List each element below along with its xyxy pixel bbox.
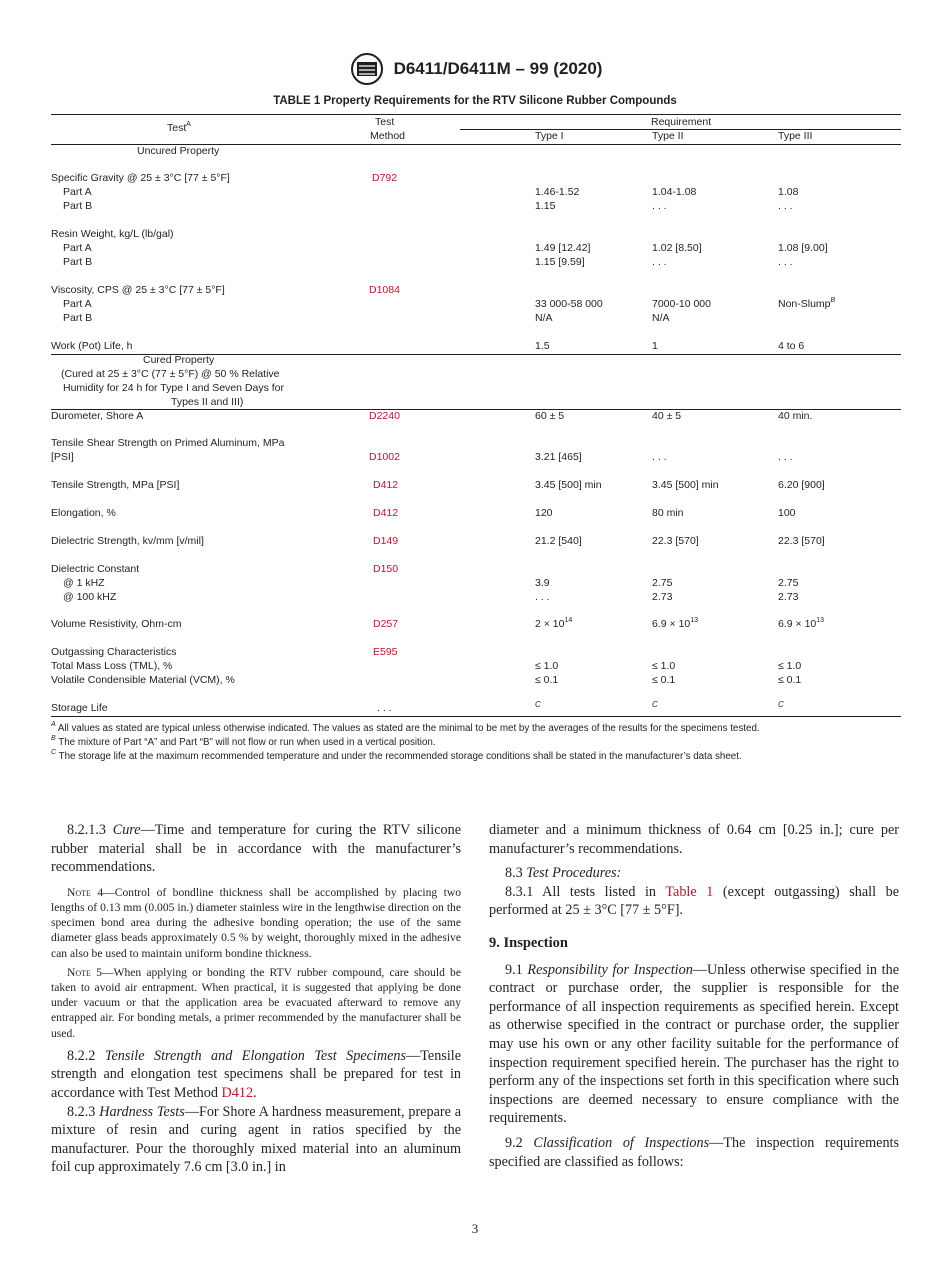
method-link-d412[interactable]: D412 bbox=[373, 479, 399, 491]
cell: ≤ 0.1 bbox=[652, 674, 676, 686]
footnote-a: $^A$ All values as stated are typical unless otherwise indicated. The values as stated are the minimal to be met by the averages of the results for the specimens tested. bbox=[51, 721, 760, 734]
left-column bbox=[51, 821, 461, 1177]
cell: 6.20 [900] bbox=[778, 479, 825, 491]
cell: 1.15 [9.59] bbox=[535, 256, 585, 268]
row-label-elongation: Elongation, % bbox=[51, 507, 116, 519]
cell: 3.45 [500] min bbox=[652, 479, 719, 491]
row-label-specific-gravity: Specific Gravity @ 25 ± 3°C [77 ± 5°F] bbox=[51, 172, 230, 184]
cell: 60 ± 5 bbox=[535, 410, 565, 422]
method-link-d257[interactable]: D257 bbox=[373, 618, 399, 630]
row-label-dielectric-strength: Dielectric Strength, kv/mm [v/mil] bbox=[51, 535, 204, 547]
section-cured-3: Humidity for 24 h for Type I and Seven Days for bbox=[63, 382, 284, 394]
cell: 33 000-58 000 bbox=[535, 298, 603, 310]
cell: 1.04-1.08 bbox=[652, 186, 697, 198]
row-sub-label: Part A bbox=[63, 298, 92, 310]
row-sub-label: @ 100 kHZ bbox=[63, 591, 117, 603]
para-8-2-1-3: 8.2.1.3 Cure—Time and temperature for curing the RTV silicone rubber material shall be in accordance with the manufacturer’s recommendations. bbox=[51, 822, 461, 876]
row-label-pot-life: Work (Pot) Life, h bbox=[51, 340, 133, 352]
cell: 1 bbox=[652, 340, 658, 352]
note-5: Note 5—When applying or bonding the RTV rubber compound, care should be taken to avoid air entrapment. When practical, it is suggested that applying be done under vacuum or that the application area be evacuated afterward to remove any entrapped air. For bonding metals, a primer recommended by the manufacturer shall be used. bbox=[51, 965, 461, 1040]
cell: 1.5 bbox=[535, 340, 550, 352]
col-head-method-1: Test bbox=[375, 116, 395, 128]
cell: 40 min. bbox=[778, 410, 813, 422]
cell: . . . bbox=[778, 256, 793, 268]
row-sub-label: Part A bbox=[63, 186, 92, 198]
cell: N/A bbox=[652, 312, 670, 324]
cell: $6.9 \times 10^{13}$ bbox=[652, 617, 699, 630]
col-head-type2: Type II bbox=[652, 130, 684, 142]
cell: . . . bbox=[535, 591, 550, 603]
footnote-b: $^B$ The mixture of Part “A” and Part “B” will not flow or run when used in a vertical position. bbox=[51, 735, 436, 748]
cell: 21.2 [540] bbox=[535, 535, 582, 547]
row-sub-label: @ 1 kHZ bbox=[63, 577, 105, 589]
row-label-resin-weight: Resin Weight, kg/L (lb/gal) bbox=[51, 228, 174, 240]
row-label-viscosity: Viscosity, CPS @ 25 ± 3°C [77 ± 5°F] bbox=[51, 284, 225, 296]
cell: 3.9 bbox=[535, 577, 550, 589]
row-sub-label: Part B bbox=[63, 256, 93, 268]
col-head-test: Test$^A$ bbox=[167, 121, 191, 134]
cell: 1.08 [9.00] bbox=[778, 242, 828, 254]
footnote-ref: C bbox=[535, 700, 541, 709]
cell: 1.02 [8.50] bbox=[652, 242, 702, 254]
page-header bbox=[0, 52, 950, 86]
cell: 22.3 [570] bbox=[652, 535, 699, 547]
col-head-method-2: Method bbox=[370, 130, 406, 142]
section-heading-inspection: 9. Inspection bbox=[489, 934, 568, 951]
method-link-d149[interactable]: D149 bbox=[373, 535, 399, 547]
cell: 2.75 bbox=[652, 577, 673, 589]
cell: ≤ 1.0 bbox=[778, 660, 802, 672]
cell: 22.3 [570] bbox=[778, 535, 825, 547]
para-8-2-3: 8.2.3 Hardness Tests—For Shore A hardness measurement, prepare a mixture of resin and curing agent in ratios specified by the manufacturer. Pour the thoroughly mixed material into an aluminum foil cup approximately 7.6 cm [3.0 in.] in bbox=[51, 1103, 462, 1176]
cell: ≤ 0.1 bbox=[778, 674, 802, 686]
cell: N/A bbox=[535, 312, 553, 324]
row-label-outgassing: Outgassing Characteristics bbox=[51, 646, 177, 658]
section-cured-2: (Cured at 25 ± 3°C (77 ± 5°F) @ 50 % Relative bbox=[61, 368, 280, 380]
cell: 2.73 bbox=[652, 591, 673, 603]
table-caption: TABLE 1 Property Requirements for the RTV Silicone Rubber Compounds bbox=[273, 95, 677, 107]
row-label-storage-life: Storage Life bbox=[51, 702, 108, 714]
astm-logo-icon bbox=[348, 52, 386, 86]
row-sub-label: Volatile Condensible Material (VCM), % bbox=[51, 674, 235, 686]
para-8-3-1: 8.3.1 All tests listed in Table 1 (except outgassing) shall be performed at 25 ± 3°C [77 ± 5°F]. bbox=[489, 883, 899, 919]
cell: . . . bbox=[778, 451, 793, 463]
row-label-tensile-shear-2: [PSI] bbox=[51, 451, 74, 463]
row-label-volume-resistivity: Volume Resistivity, Ohm-cm bbox=[51, 618, 182, 630]
cell: 3.45 [500] min bbox=[535, 479, 602, 491]
cell: 120 bbox=[535, 507, 553, 519]
row-sub-label: Part A bbox=[63, 242, 92, 254]
cell: 4 to 6 bbox=[778, 340, 805, 352]
cell: . . . bbox=[652, 451, 667, 463]
method-link-d1084[interactable]: D1084 bbox=[369, 284, 400, 296]
row-sub-label: Part B bbox=[63, 312, 93, 324]
footnote-ref: C bbox=[652, 700, 658, 709]
row-label-durometer: Durometer, Shore A bbox=[51, 410, 144, 422]
row-sub-label: Total Mass Loss (TML), % bbox=[51, 660, 173, 672]
para-8-3: 8.3 Test Procedures: bbox=[505, 865, 622, 882]
para-9-1: 9.1 Responsibility for Inspection—Unless otherwise specified in the contract or purchase order, the supplier is responsible for the performance of all inspection requirements as specified herein. Except as otherwise specified in the contract or purchase order, the supplier may use his own or any other facility suitable for the performance of inspection requirement specified herein. The purchaser has the right to perform any of the inspections set forth in this specification where such inspections are deemed necessary to ensure compliance with the requirements. bbox=[489, 961, 900, 1127]
method-link-d1002[interactable]: D1002 bbox=[369, 451, 400, 463]
cell: 3.21 [465] bbox=[535, 451, 582, 463]
cell: 100 bbox=[778, 507, 796, 519]
method-link-e595[interactable]: E595 bbox=[373, 646, 398, 658]
cell: ≤ 1.0 bbox=[652, 660, 676, 672]
para-continued: diameter and a minimum thickness of 0.64 cm [0.25 in.]; cure per manufacturer’s recommendations. bbox=[489, 822, 899, 857]
cell: . . . bbox=[778, 200, 793, 212]
link-table-1[interactable]: Table 1 bbox=[665, 883, 714, 900]
para-8-2-2: 8.2.2 Tensile Strength and Elongation Test Specimens—Tensile strength and elongation test specimens shall be prepared for test in accordance with Test Method D412. bbox=[51, 1047, 462, 1101]
section-uncured: Uncured Property bbox=[137, 145, 220, 157]
note-4: Note 4—Control of bondline thickness shall be accomplished by placing two lengths of 0.13 mm (0.005 in.) diameter stainless wire in the lengthwise direction on the specimen bond area during the adhesive bonding operation; the use of the same diameter glass beads approximately 0.5 % by weight, thoroughly mixed in the adhesive can also be used to maintain uniform bondine thickness. bbox=[51, 885, 461, 960]
cell: Non-Slump$^B$ bbox=[778, 297, 836, 310]
para-9-2: 9.2 Classification of Inspections—The inspection requirements specified are classified as follows: bbox=[489, 1134, 900, 1170]
page-number: 3 bbox=[471, 1221, 479, 1236]
footnote-ref: C bbox=[778, 700, 784, 709]
footnote-c: $^C$ The storage life at the maximum recommended temperature and under the recommended storage conditions shall be stated in the manufacturer’s data sheet. bbox=[51, 749, 742, 762]
cell: 80 min bbox=[652, 507, 684, 519]
section-cured-4: Types II and III) bbox=[171, 396, 244, 408]
cell: ≤ 1.0 bbox=[535, 660, 559, 672]
cell: 1.46-1.52 bbox=[535, 186, 580, 198]
row-sub-label: Part B bbox=[63, 200, 93, 212]
cell: 1.49 [12.42] bbox=[535, 242, 591, 254]
cell: ≤ 0.1 bbox=[535, 674, 559, 686]
cell: . . . bbox=[652, 256, 667, 268]
method-link-d412[interactable]: D412 bbox=[373, 507, 399, 519]
cell: $2 \times 10^{14}$ bbox=[535, 617, 573, 630]
cell: 40 ± 5 bbox=[652, 410, 682, 422]
cell: 7000-10 000 bbox=[652, 298, 711, 310]
cell: 1.08 bbox=[778, 186, 799, 198]
col-head-type1: Type I bbox=[535, 130, 564, 142]
section-cured-1: Cured Property bbox=[143, 354, 215, 366]
method-link-d792[interactable]: D792 bbox=[372, 172, 398, 184]
method-link-d2240[interactable]: D2240 bbox=[369, 410, 400, 422]
cell: 2.73 bbox=[778, 591, 799, 603]
col-head-type3: Type III bbox=[778, 130, 813, 142]
cell: 1.15 bbox=[535, 200, 556, 212]
row-label-dielectric-constant: Dielectric Constant bbox=[51, 563, 140, 575]
cell: . . . bbox=[377, 702, 392, 714]
cell: 2.75 bbox=[778, 577, 799, 589]
row-label-tensile-strength: Tensile Strength, MPa [PSI] bbox=[51, 479, 180, 491]
col-head-requirement: Requirement bbox=[651, 116, 712, 128]
cell: $6.9 \times 10^{13}$ bbox=[778, 617, 825, 630]
document-code: D6411/D6411M – 99 (2020) bbox=[393, 59, 603, 78]
link-d412[interactable]: D412 bbox=[221, 1085, 254, 1101]
right-column bbox=[489, 821, 899, 1171]
cell: . . . bbox=[652, 200, 667, 212]
method-link-d150[interactable]: D150 bbox=[373, 563, 399, 575]
row-label-tensile-shear: Tensile Shear Strength on Primed Aluminum, MPa bbox=[51, 437, 285, 449]
